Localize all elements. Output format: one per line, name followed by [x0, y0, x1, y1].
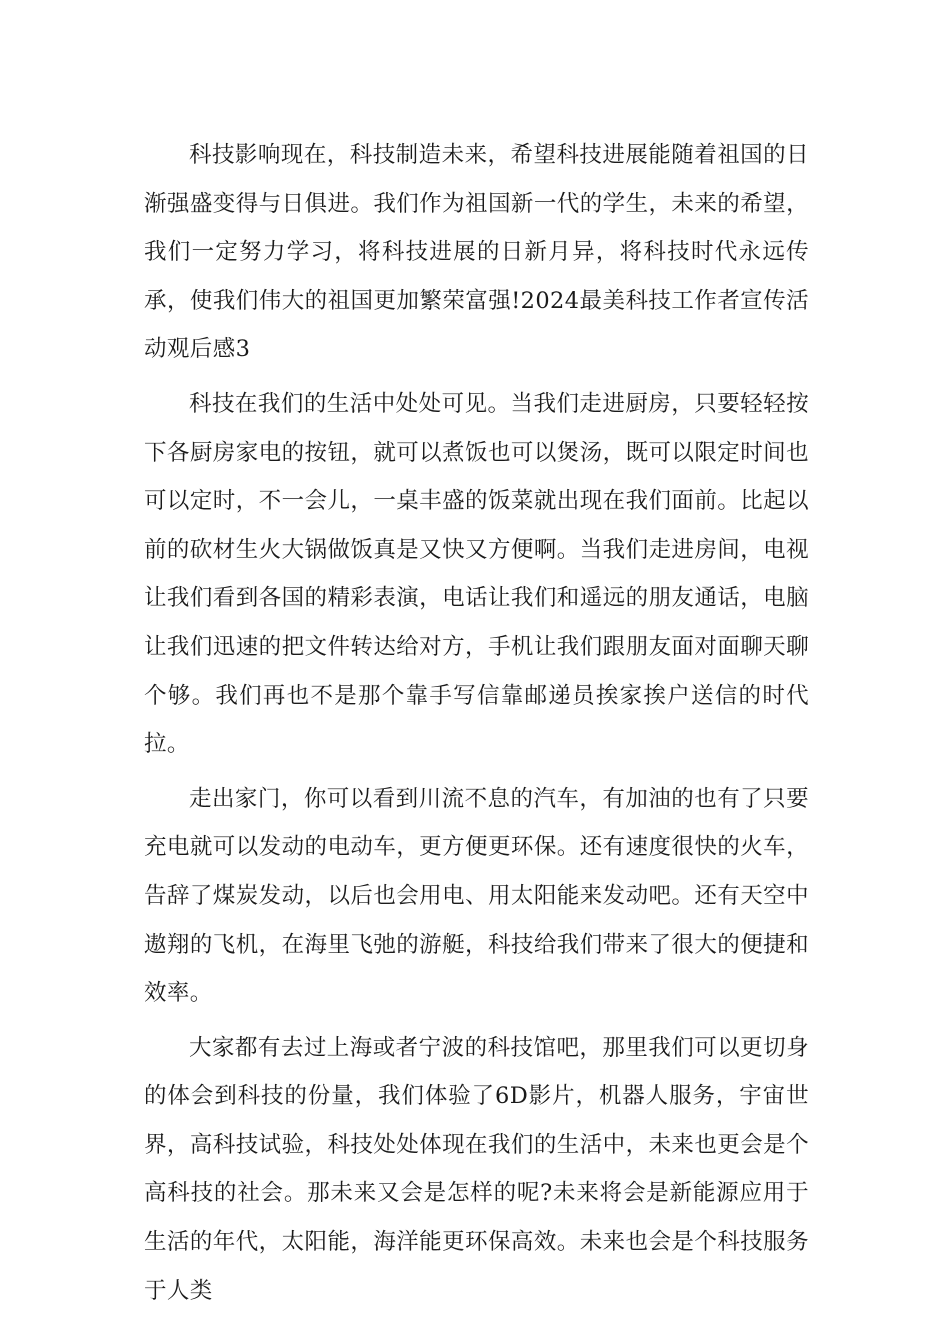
paragraph-2: 科技在我们的生活中处处可见。当我们走进厨房，只要轻轻按下各厨房家电的按钮，就可以煮饭也可以煲汤，既可以限定时间也可以定时，不一会儿，一桌丰盛的饭菜就出现在我们面前。比起以前的砍材生火大锅做饭真是又快又方便啊。当我们走进房间，电视让我们看到各国的精彩表演，电话让我们和遥远的朋友通话，电脑让我们迅速的把文件转达给对方，手机让我们跟朋友面对面聊天聊个够。我们再也不是那个靠手写信靠邮递员挨家挨户送信的时代拉。 [144, 390, 809, 758]
paragraph-1: 科技影响现在，科技制造未来，希望科技进展能随着祖国的日渐强盛变得与日俱进。我们作为祖国新一代的学生，未来的希望，我们一定努力学习，将科技进展的日新月异，将科技时代永远传承，使我们伟大的祖国更加繁荣富强!2024最美科技工作者宣传活动观后感3 [144, 142, 809, 363]
paragraph-4: 大家都有去过上海或者宁波的科技馆吧，那里我们可以更切身的体会到科技的份量，我们体验了6D影片，机器人服务，宇宙世界，高科技试验，科技处处体现在我们的生活中，未来也更会是个高科技的社会。那未来又会是怎样的呢?未来将会是新能源应用于生活的年代，太阳能，海洋能更环保高效。未来也会是个科技服务于人类 [144, 1034, 809, 1304]
paragraph-3: 走出家门，你可以看到川流不息的汽车，有加油的也有了只要充电就可以发动的电动车，更方便更环保。还有速度很快的火车，告辞了煤炭发动，以后也会用电、用太阳能来发动吧。还有天空中遨翔的飞机，在海里飞弛的游艇，科技给我们带来了很大的便捷和效率。 [144, 785, 809, 1007]
document-body [144, 131, 809, 1315]
